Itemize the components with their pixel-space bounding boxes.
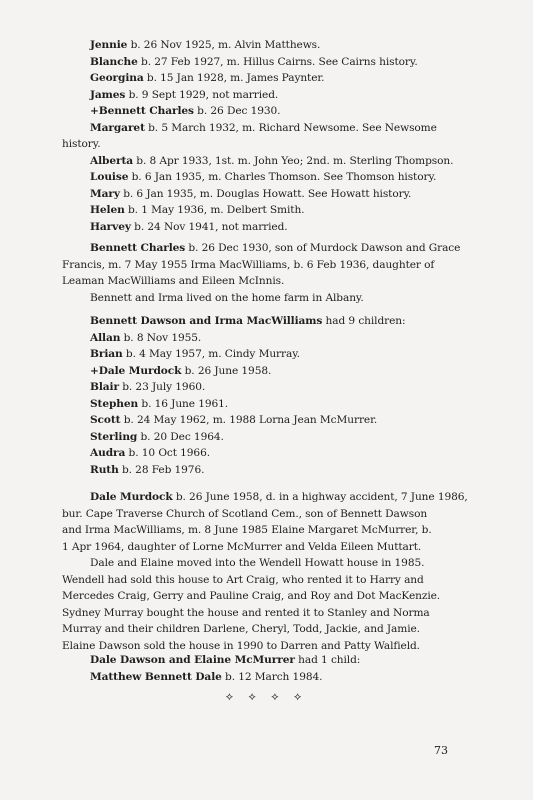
dale-child-name: Matthew Bennett Dale xyxy=(90,670,222,683)
list-item xyxy=(62,87,462,104)
list-item xyxy=(62,54,462,71)
list-item xyxy=(62,363,462,380)
list-item xyxy=(62,136,462,153)
bennett-line-4: Bennett and Irma lived on the home farm in Albany. xyxy=(90,291,364,304)
dale-line-2: bur. Cape Traverse Church of Scotland Cem., son of Bennett Dawson xyxy=(62,507,428,520)
list-item xyxy=(62,462,462,479)
dale-para2-line-5: Murray and their children Darlene, Cheryl, Todd, Jackie, and Jamie. xyxy=(62,623,420,635)
bennett-children-heading xyxy=(62,313,462,330)
dale-children-heading-rest: had 1 child: xyxy=(294,654,361,666)
list-item-name: Alberta xyxy=(90,154,134,167)
section-ornament: ⟡ ⟡ ⟡ ⟡ xyxy=(225,690,308,703)
list-item xyxy=(62,219,462,236)
list-item-name: +Bennett Charles xyxy=(90,105,194,117)
list-item-text: b. 16 June 1961. xyxy=(138,397,229,410)
dale-children-heading xyxy=(62,652,462,669)
dale-para2-line-1: Dale and Elaine moved into the Wendell Howatt house in 1985. xyxy=(90,557,425,569)
bennett-line-3: Leaman MacWilliams and Eileen McInnis. xyxy=(62,275,285,287)
list-item-name: Louise xyxy=(90,171,129,183)
list-item xyxy=(62,103,462,120)
list-item-text: b. 23 July 1960. xyxy=(118,381,206,393)
list-item xyxy=(62,186,462,203)
list-item-name: Audra xyxy=(90,447,126,459)
list-item xyxy=(62,396,462,413)
bennett-name: Bennett Charles xyxy=(90,242,186,254)
bennett-line-2: Francis, m. 7 May 1955 Irma MacWilliams, b. 6 Feb 1936, daughter of xyxy=(62,258,435,271)
list-item-name: Brian xyxy=(90,348,123,360)
dale-para-2 xyxy=(62,555,462,654)
bennett-children-items xyxy=(62,330,462,479)
dale-children-heading-bold: Dale Dawson and Elaine McMurrer xyxy=(90,654,295,666)
list-item-name: Ruth xyxy=(90,463,119,476)
list-item xyxy=(62,429,462,446)
list-item xyxy=(62,153,462,170)
dale-para2-line-6: Elaine Dawson sold the house in 1990 to Darren and Patty Walfield. xyxy=(62,639,420,652)
dale-lines xyxy=(62,506,462,556)
list-item-text: b. 8 Nov 1955. xyxy=(120,331,202,344)
bennett-children-heading-rest: had 9 children: xyxy=(322,315,406,327)
list-item-name: Jennie xyxy=(90,39,128,51)
list-item-text: b. 4 May 1957, m. Cindy Murray. xyxy=(122,348,300,360)
list-item-name: Mary xyxy=(90,187,120,200)
dale-paragraph xyxy=(62,489,468,654)
list-item-text: b. 26 Dec 1930. xyxy=(193,105,281,117)
list-item-name: Allan xyxy=(90,331,121,344)
list-item xyxy=(62,37,462,54)
dale-line-3: and Irma MacWilliams, m. 8 June 1985 Elaine Margaret McMurrer, b. xyxy=(62,524,432,536)
dale-children-item xyxy=(62,669,462,686)
page-number: 73 xyxy=(434,744,448,757)
list-item-text: b. 9 Sept 1929, not married. xyxy=(125,88,279,101)
list-item-text: b. 6 Jan 1935, m. Charles Thomson. See Thomson history. xyxy=(128,171,437,183)
list-item-text: b. 27 Feb 1927, m. Hillus Cairns. See Cairns history. xyxy=(137,55,418,68)
list-item-name: Helen xyxy=(90,204,125,216)
list-item-name: Scott xyxy=(90,414,121,426)
list-item-text: b. 26 Nov 1925, m. Alvin Matthews. xyxy=(127,39,321,51)
list-item-text: b. 1 May 1936, m. Delbert Smith. xyxy=(124,204,305,216)
dale-children xyxy=(62,652,462,685)
list-item-text: b. 26 June 1958. xyxy=(181,364,272,377)
list-item-text: b. 24 Nov 1941, not married. xyxy=(130,220,288,233)
dale-child-text: b. 12 March 1984. xyxy=(221,670,323,683)
list-item-text: b. 24 May 1962, m. 1988 Lorna Jean McMurrer. xyxy=(120,414,378,426)
dale-line-1 xyxy=(62,489,468,506)
bennett-paragraph xyxy=(62,240,462,306)
dale-line-4: 1 Apr 1964, daughter of Lorne McMurrer and Velda Eileen Muttart. xyxy=(62,540,422,553)
dale-name: Dale Murdock xyxy=(90,491,173,503)
list-item-text: b. 28 Feb 1976. xyxy=(118,463,205,476)
list-item-name: Georgina xyxy=(90,72,144,84)
list-item-name: Blair xyxy=(90,381,119,393)
dale-para2-line-2: Wendell had sold this house to Art Craig, who rented it to Harry and xyxy=(62,573,424,586)
list-item xyxy=(62,445,462,462)
list-item-text: b. 10 Oct 1966. xyxy=(125,447,210,459)
list-item xyxy=(62,70,462,87)
list-item-text: b. 20 Dec 1964. xyxy=(137,430,224,443)
list-item xyxy=(62,379,462,396)
bennett-line-1-text: b. 26 Dec 1930, son of Murdock Dawson and Grace xyxy=(185,242,461,254)
list-item-name: Sterling xyxy=(90,430,138,443)
bennett-line-1 xyxy=(62,240,462,257)
list-item-text: history. xyxy=(62,138,101,150)
list-item-name: Harvey xyxy=(90,220,131,233)
list-item xyxy=(62,169,462,186)
list-item xyxy=(62,412,462,429)
children-list xyxy=(62,37,462,235)
list-item-name: Stephen xyxy=(90,397,139,410)
dale-para2-line-3: Mercedes Craig, Gerry and Pauline Craig, and Roy and Dot MacKenzie. xyxy=(62,590,441,602)
list-item-text: b. 15 Jan 1928, m. James Paynter. xyxy=(143,72,325,84)
list-item xyxy=(62,330,462,347)
list-item-name: James xyxy=(90,88,126,101)
list-item xyxy=(62,202,462,219)
list-item-text: b. 6 Jan 1935, m. Douglas Howatt. See Howatt history. xyxy=(119,187,412,200)
bennett-children xyxy=(62,313,462,478)
bennett-children-heading-bold: Bennett Dawson and Irma MacWilliams xyxy=(90,315,323,327)
dale-line-1-text: b. 26 June 1958, d. in a highway accident, 7 June 1986, xyxy=(172,491,468,503)
list-item xyxy=(62,346,462,363)
list-item-name: Margaret xyxy=(90,121,145,134)
dale-para2-line-4: Sydney Murray bought the house and rented it to Stanley and Norma xyxy=(62,606,430,619)
list-item-name: Blanche xyxy=(90,55,138,68)
list-item-text: b. 8 Apr 1933, 1st. m. John Yeo; 2nd. m. Sterling Thompson. xyxy=(133,154,454,167)
list-item-text: b. 5 March 1932, m. Richard Newsome. See Newsome xyxy=(144,121,437,134)
list-item-name: +Dale Murdock xyxy=(90,364,182,377)
list-item xyxy=(62,120,462,137)
